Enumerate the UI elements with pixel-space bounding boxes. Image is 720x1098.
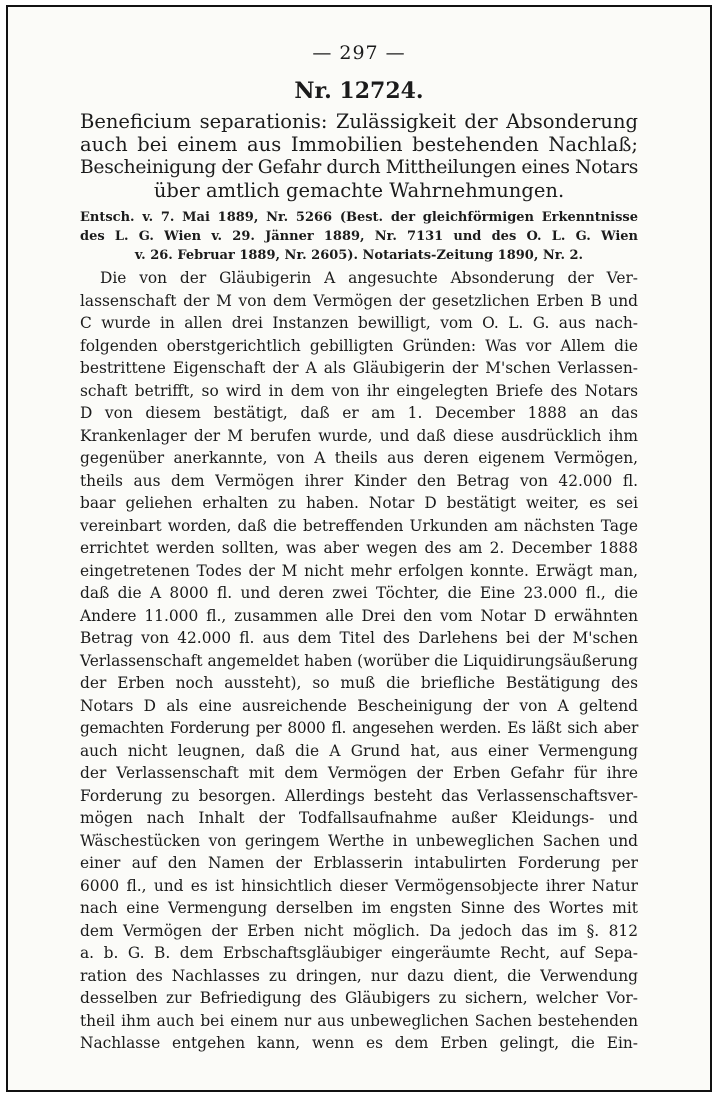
body-line: Wäschestücken von geringem Werthe in unbeweglichen Sachen und	[80, 831, 638, 850]
body-line: bestrittene Eigenschaft der A als Gläubigerin der M'schen Verlassen-	[80, 359, 638, 377]
body-line: 6000 fl., und es ist hinsichtlich dieser Vermögensobjecte ihrer Natur	[80, 876, 638, 895]
body-line: eingetretenen Todes der M nicht mehr erfolgen konnte. Erwägt man,	[80, 561, 638, 580]
body-line: vereinbart worden, daß die betreffenden Urkunden am nächsten Tage	[80, 516, 638, 535]
body-line: Verlassenschaft angemeldet haben (worüber die Liquidirungsäußerung	[80, 651, 638, 670]
body-line: D von diesem bestätigt, daß er am 1. December 1888 an das	[80, 404, 638, 422]
body-line: einer auf den Namen der Erblasserin intabulirten Forderung per	[80, 854, 638, 872]
body-line: mögen nach Inhalt der Todfallsaufnahme außer Kleidungs- und	[80, 809, 638, 827]
body-line: der Erben noch aussteht), so muß die briefliche Bestätigung des	[80, 674, 638, 692]
body-line: der Verlassenschaft mit dem Vermögen der Erben Gefahr für ihre	[80, 764, 638, 782]
entry-title	[80, 110, 638, 202]
entry-number: Nr. 12724.	[294, 78, 424, 104]
body-line: folgenden oberstgerichtlich gebilligten Gründen: Was vor Allem die	[80, 336, 638, 355]
body-line: Betrag von 42.000 fl. aus dem Titel des Darlehens bei der M'schen	[80, 629, 638, 647]
body-line: auch nicht leugnen, daß die A Grund hat, aus einer Vermengung	[80, 741, 638, 760]
citation	[80, 208, 638, 265]
body-line: ration des Nachlasses zu dringen, nur dazu dient, die Verwendung	[80, 966, 638, 985]
body-line: theil ihm auch bei einem nur aus unbeweglichen Sachen bestehenden	[80, 1011, 638, 1030]
citation-line: des L. G. Wien v. 29. Jänner 1889, Nr. 7131 und des O. L. G. Wien	[80, 229, 638, 244]
body-text	[80, 267, 638, 1055]
body-line: nach eine Vermengung derselben im engsten Sinne des Wortes mit	[80, 899, 638, 917]
body-line: Krankenlager der M berufen wurde, und daß diese ausdrücklich ihm	[80, 426, 638, 445]
body-line: Andere 11.000 fl., zusammen alle Drei den vom Notar D erwähnten	[80, 606, 638, 625]
body-line: dem Vermögen der Erben nicht möglich. Da jedoch das im §. 812	[80, 921, 638, 940]
document-content	[80, 42, 638, 1055]
citation-line: Entsch. v. 7. Mai 1889, Nr. 5266 (Best. der gleichförmigen Erkenntnisse	[80, 210, 638, 225]
title-line: auch bei einem aus Immobilien bestehenden Nachlaß;	[80, 133, 638, 156]
citation-line: v. 26. Februar 1889, Nr. 2605). Notariats-Zeitung 1890, Nr. 2.	[134, 248, 584, 263]
body-line: errichtet werden sollten, was aber wegen des am 2. December 1888	[80, 539, 638, 557]
body-line: lassenschaft der M von dem Vermögen der gesetzlichen Erben B und	[80, 291, 638, 310]
title-line: Bescheinigung der Gefahr durch Mittheilungen eines Notars	[80, 157, 638, 178]
page-number: — 297 —	[312, 42, 406, 64]
body-line: Nachlasse entgehen kann, wenn es dem Erben gelingt, die Ein-	[80, 1034, 638, 1052]
body-line: baar geliehen erhalten zu haben. Notar D bestätigt weiter, es sei	[80, 494, 638, 512]
body-line: C wurde in allen drei Instanzen bewilligt, vom O. L. G. aus nach-	[80, 314, 638, 332]
body-line: theils aus dem Vermögen ihrer Kinder den Betrag von 42.000 fl.	[80, 471, 638, 490]
body-line: gegenüber anerkannte, von A theils aus deren eigenem Vermögen,	[80, 449, 638, 467]
title-line: über amtlich gemachte Wahrnehmungen.	[153, 179, 565, 202]
body-line: gemachten Forderung per 8000 fl. angesehen werden. Es läßt sich aber	[80, 719, 638, 737]
body-line: desselben zur Befriedigung des Gläubigers zu sichern, welcher Vor-	[80, 989, 638, 1007]
title-line: Beneficium separationis: Zulässigkeit der Absonderung	[80, 110, 638, 133]
body-line: schaft betrifft, so wird in dem von ihr eingelegten Briefe des Notars	[80, 381, 638, 400]
body-line: a. b. G. B. dem Erbschaftsgläubiger eingeräumte Recht, auf Sepa-	[80, 944, 638, 962]
body-line: Notars D als eine ausreichende Bescheinigung der von A geltend	[80, 696, 638, 715]
body-line: Die von der Gläubigerin A angesuchte Absonderung der Ver-	[100, 269, 638, 287]
body-line: daß die A 8000 fl. und deren zwei Töchter, die Eine 23.000 fl., die	[80, 584, 638, 602]
body-line: Forderung zu besorgen. Allerdings besteht das Verlassenschaftsver-	[80, 786, 638, 805]
